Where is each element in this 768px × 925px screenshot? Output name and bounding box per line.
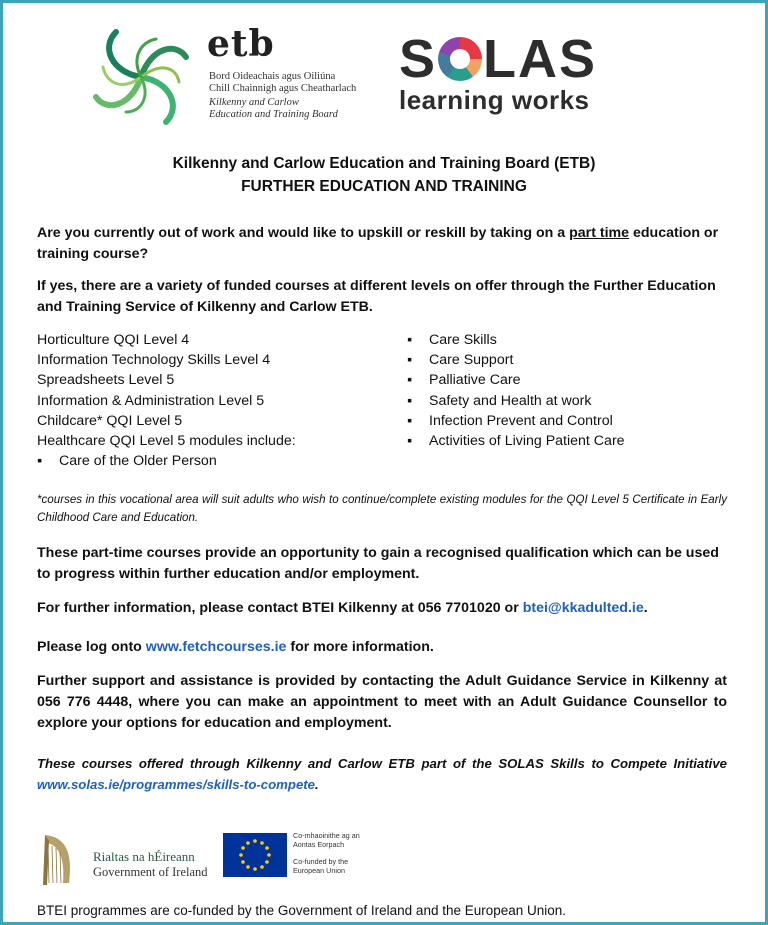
solas-tagline: learning works: [399, 85, 590, 115]
courses-intro-paragraph: If yes, there are a variety of funded courses at different levels on offer through the Further Education and Training Service of Kilkenny and Carlow ETB.: [37, 278, 716, 315]
module-item: ▪ Infection Prevent and Control: [407, 411, 625, 431]
qualification-paragraph: These part-time courses provide an opportunity to gain a recognised qualification which can be used to progress within further education and/or employment.: [37, 545, 719, 582]
skills-to-compete-paragraph: These courses offered through Kilkenny and Carlow ETB part of the SOLAS Skills to Compete Initiative www.solas.ie/programmes/skills-to-compete.: [37, 756, 727, 792]
solas-o-icon: [438, 37, 482, 81]
list-item: Information & Administration Level 5: [37, 392, 265, 409]
bullet-icon: ▪: [407, 352, 413, 369]
list-item: Information Technology Skills Level 4: [37, 352, 271, 369]
gov-irish-name: Rialtas na hÉireann: [93, 849, 195, 864]
eu-irish-text: Co-mhaoinithe ag an Aontas Eorpach: [293, 831, 360, 849]
contact-paragraph: For further information, please contact BTEI Kilkenny at 056 7701020 or btei@kkadulted.ie.: [37, 600, 648, 616]
bullet-icon: ▪: [37, 453, 43, 470]
list-item: Horticulture QQI Level 4: [37, 332, 190, 348]
etb-english-line-1: Kilkenny and Carlow: [209, 97, 299, 108]
question-paragraph: Are you currently out of work and would like to upskill or reskill by taking on a part time education or training course?: [37, 225, 719, 262]
module-item: ▪ Care of the Older Person: [37, 451, 296, 471]
solas-letter-s: S: [399, 29, 438, 89]
etb-wordmark: etb: [207, 23, 275, 65]
website-paragraph: Please log onto www.fetchcourses.ie for more information.: [37, 639, 434, 655]
module-item: ▪ Palliative Care: [407, 370, 625, 390]
solas-logo: [399, 31, 639, 131]
solas-letters-las: LAS: [483, 29, 598, 89]
bullet-icon: ▪: [407, 412, 413, 429]
guidance-paragraph: Further support and assistance is provided by contacting the Adult Guidance Service in Kilkenny at 056 776 4448, where you can make an appointment to meet with an Adult Guidance Counsellor to explore your options for education and employment.: [37, 673, 727, 731]
gov-english-name: Government of Ireland: [93, 865, 208, 879]
list-item: Healthcare QQI Level 5 modules include:: [37, 433, 296, 450]
module-list-right: [407, 330, 625, 451]
page-subtitle: FURTHER EDUCATION AND TRAINING: [241, 178, 527, 195]
solas-wordmark: [399, 31, 639, 87]
harp-icon: [37, 831, 77, 887]
fetchcourses-link[interactable]: www.fetchcourses.ie: [145, 639, 287, 655]
etb-english-line-2: Education and Training Board: [209, 109, 338, 120]
etb-irish-line-1: Bord Oideachais agus Oiliúna: [209, 71, 336, 82]
bullet-icon: ▪: [407, 372, 413, 389]
funding-statement: BTEI programmes are co-funded by the Government of Ireland and the European Union.: [37, 903, 567, 918]
part-time-underlined: part time: [569, 225, 630, 241]
solas-link[interactable]: www.solas.ie/programmes/skills-to-compete: [37, 777, 315, 792]
eu-english-text: Co-funded by the European Union: [293, 857, 349, 875]
bullet-icon: ▪: [407, 332, 413, 348]
etb-spiral-icon: [91, 27, 191, 127]
list-item: Spreadsheets Level 5: [37, 372, 175, 389]
etb-irish-line-2: Chill Chainnigh agus Cheatharlach: [209, 83, 357, 94]
module-item: ▪ Care Skills: [407, 330, 625, 350]
course-list-left: [37, 330, 296, 471]
childcare-footnote: *courses in this vocational area will suit adults who wish to continue/complete existing modules for the QQI Level 5 Certificate in Early Childhood Care and Education.: [37, 493, 727, 524]
bullet-icon: ▪: [407, 392, 413, 409]
page-title: Kilkenny and Carlow Education and Training Board (ETB): [172, 155, 596, 172]
module-item: ▪ Care Support: [407, 350, 625, 370]
eu-flag-icon: [223, 833, 287, 877]
list-item: Childcare* QQI Level 5: [37, 412, 183, 429]
etb-logo: [91, 23, 371, 133]
funder-logos: [37, 825, 437, 895]
module-item: ▪ Safety and Health at work: [407, 391, 625, 411]
email-link[interactable]: btei@kkadulted.ie: [522, 600, 644, 616]
module-item: ▪ Activities of Living Patient Care: [407, 431, 625, 451]
bullet-icon: ▪: [407, 433, 413, 450]
